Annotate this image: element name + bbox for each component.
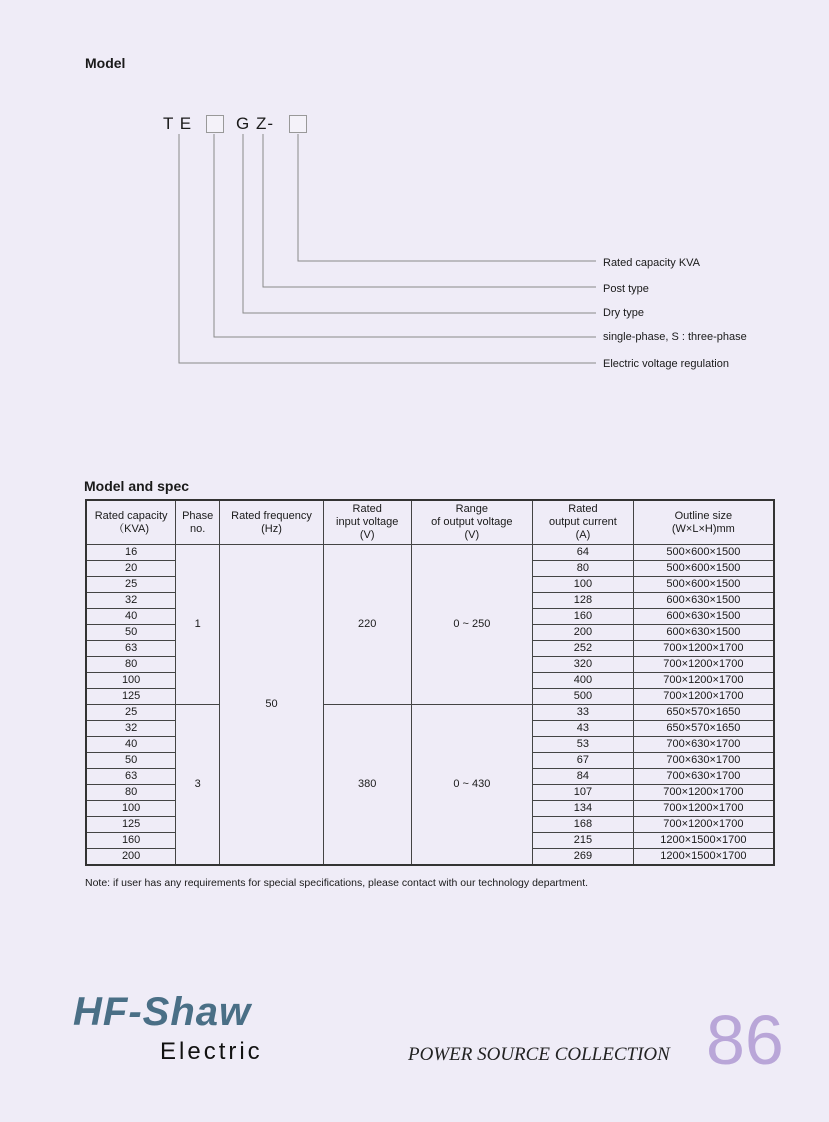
capacity-cell: 25 [86,577,176,593]
input-voltage-cell: 220 [323,545,411,705]
table-header-line: input voltage [336,516,399,528]
output-range-cell: 0 ~ 430 [411,705,533,866]
table-header-cell [176,500,220,545]
capacity-cell: 50 [86,625,176,641]
table-header-cell [323,500,411,545]
capacity-cell: 25 [86,705,176,721]
table-header-line: Phase [182,509,214,522]
table-header-line: Range [455,503,489,515]
capacity-cell: 125 [86,817,176,833]
output-current-cell: 67 [533,753,634,769]
frequency-cell: 50 [220,545,324,866]
legend-post-type: Post type [603,283,649,295]
page-number: 86 [706,1001,784,1079]
table-row [86,545,774,561]
output-current-cell: 107 [533,785,634,801]
outline-size-cell: 600×630×1500 [633,593,774,609]
capacity-cell: 125 [86,689,176,705]
capacity-cell: 63 [86,769,176,785]
output-current-cell: 84 [533,769,634,785]
output-current-cell: 43 [533,721,634,737]
outline-size-cell: 700×1200×1700 [633,673,774,689]
outline-size-cell: 700×1200×1700 [633,689,774,705]
capacity-cell: 100 [86,673,176,689]
table-header-cell [633,500,774,545]
outline-size-cell: 500×600×1500 [633,561,774,577]
capacity-cell: 40 [86,737,176,753]
table-header-cell [86,500,176,545]
collection-title: POWER SOURCE COLLECTION [408,1044,670,1065]
table-note: Note: if user has any requirements for special specifications, please contact with our technology department. [85,877,589,889]
table-row [86,705,774,721]
phase-cell: 3 [176,705,220,866]
output-current-cell: 33 [533,705,634,721]
table-header-line: (Hz) [261,522,282,535]
outline-size-cell: 650×570×1650 [633,705,774,721]
brand-subtitle: Electric [160,1038,263,1065]
output-current-cell: 320 [533,657,634,673]
outline-size-cell: 1200×1500×1700 [633,833,774,849]
spec-table [85,499,775,866]
legend-phase: single-phase, S : three-phase [603,331,747,343]
output-current-cell: 252 [533,641,634,657]
output-range-cell: 0 ~ 250 [411,545,533,705]
output-current-cell: 500 [533,689,634,705]
outline-size-cell: 700×1200×1700 [633,817,774,833]
table-header-line: (A) [575,529,591,541]
output-current-cell: 64 [533,545,634,561]
table-header-line: (V) [359,529,375,541]
outline-size-cell: 500×600×1500 [633,577,774,593]
model-heading: Model [85,55,126,71]
outline-size-cell: 700×630×1700 [633,769,774,785]
capacity-cell: 40 [86,609,176,625]
capacity-cell: 200 [86,849,176,866]
output-current-cell: 53 [533,737,634,753]
output-current-cell: 128 [533,593,634,609]
capacity-cell: 80 [86,785,176,801]
brand-logo: HF-Shaw [73,990,252,1034]
capacity-cell: 100 [86,801,176,817]
outline-size-cell: 700×630×1700 [633,737,774,753]
table-header-row [86,500,774,545]
capacity-cell: 63 [86,641,176,657]
outline-size-cell: 500×600×1500 [633,545,774,561]
table-header-cell [220,500,324,545]
capacity-cell: 32 [86,593,176,609]
output-current-cell: 160 [533,609,634,625]
table-header-line: of output voltage [431,516,513,528]
capacity-cell: 20 [86,561,176,577]
output-current-cell: 269 [533,849,634,866]
table-header-line: (W×L×H)mm [671,522,735,535]
table-header-line: Rated frequency [231,509,312,522]
table-header-line: Rated [568,503,598,515]
outline-size-cell: 700×1200×1700 [633,641,774,657]
table-header-line: Outline size [674,509,733,522]
table-header-line: Rated [352,503,382,515]
table-header-line: no. [190,522,206,535]
capacity-cell: 80 [86,657,176,673]
output-current-cell: 400 [533,673,634,689]
output-current-cell: 200 [533,625,634,641]
outline-size-cell: 600×630×1500 [633,609,774,625]
table-header-line: Rated capacity [94,509,168,522]
outline-size-cell: 650×570×1650 [633,721,774,737]
table-header-cell [533,500,634,545]
outline-size-cell: 700×1200×1700 [633,785,774,801]
legend-voltage-regulation: Electric voltage regulation [603,358,729,370]
capacity-cell: 16 [86,545,176,561]
output-current-cell: 80 [533,561,634,577]
outline-size-cell: 600×630×1500 [633,625,774,641]
capacity-cell: 160 [86,833,176,849]
output-current-cell: 215 [533,833,634,849]
table-header-cell [411,500,533,545]
output-current-cell: 134 [533,801,634,817]
model-code-part2: G Z- [236,114,274,133]
legend-rated-capacity: Rated capacity KVA [603,257,701,269]
spec-heading: Model and spec [84,478,190,494]
legend-dry-type: Dry type [603,307,644,319]
model-code-part1: T E [163,114,193,133]
input-voltage-cell: 380 [323,705,411,866]
capacity-cell: 50 [86,753,176,769]
table-header-line: output current [548,516,617,528]
outline-size-cell: 700×630×1700 [633,753,774,769]
capacity-cell: 32 [86,721,176,737]
output-current-cell: 168 [533,817,634,833]
output-current-cell: 100 [533,577,634,593]
outline-size-cell: 700×1200×1700 [633,801,774,817]
outline-size-cell: 700×1200×1700 [633,657,774,673]
table-header-line: （KVA) [113,522,150,535]
table-header-line: (V) [464,529,480,541]
outline-size-cell: 1200×1500×1700 [633,849,774,866]
phase-cell: 1 [176,545,220,705]
